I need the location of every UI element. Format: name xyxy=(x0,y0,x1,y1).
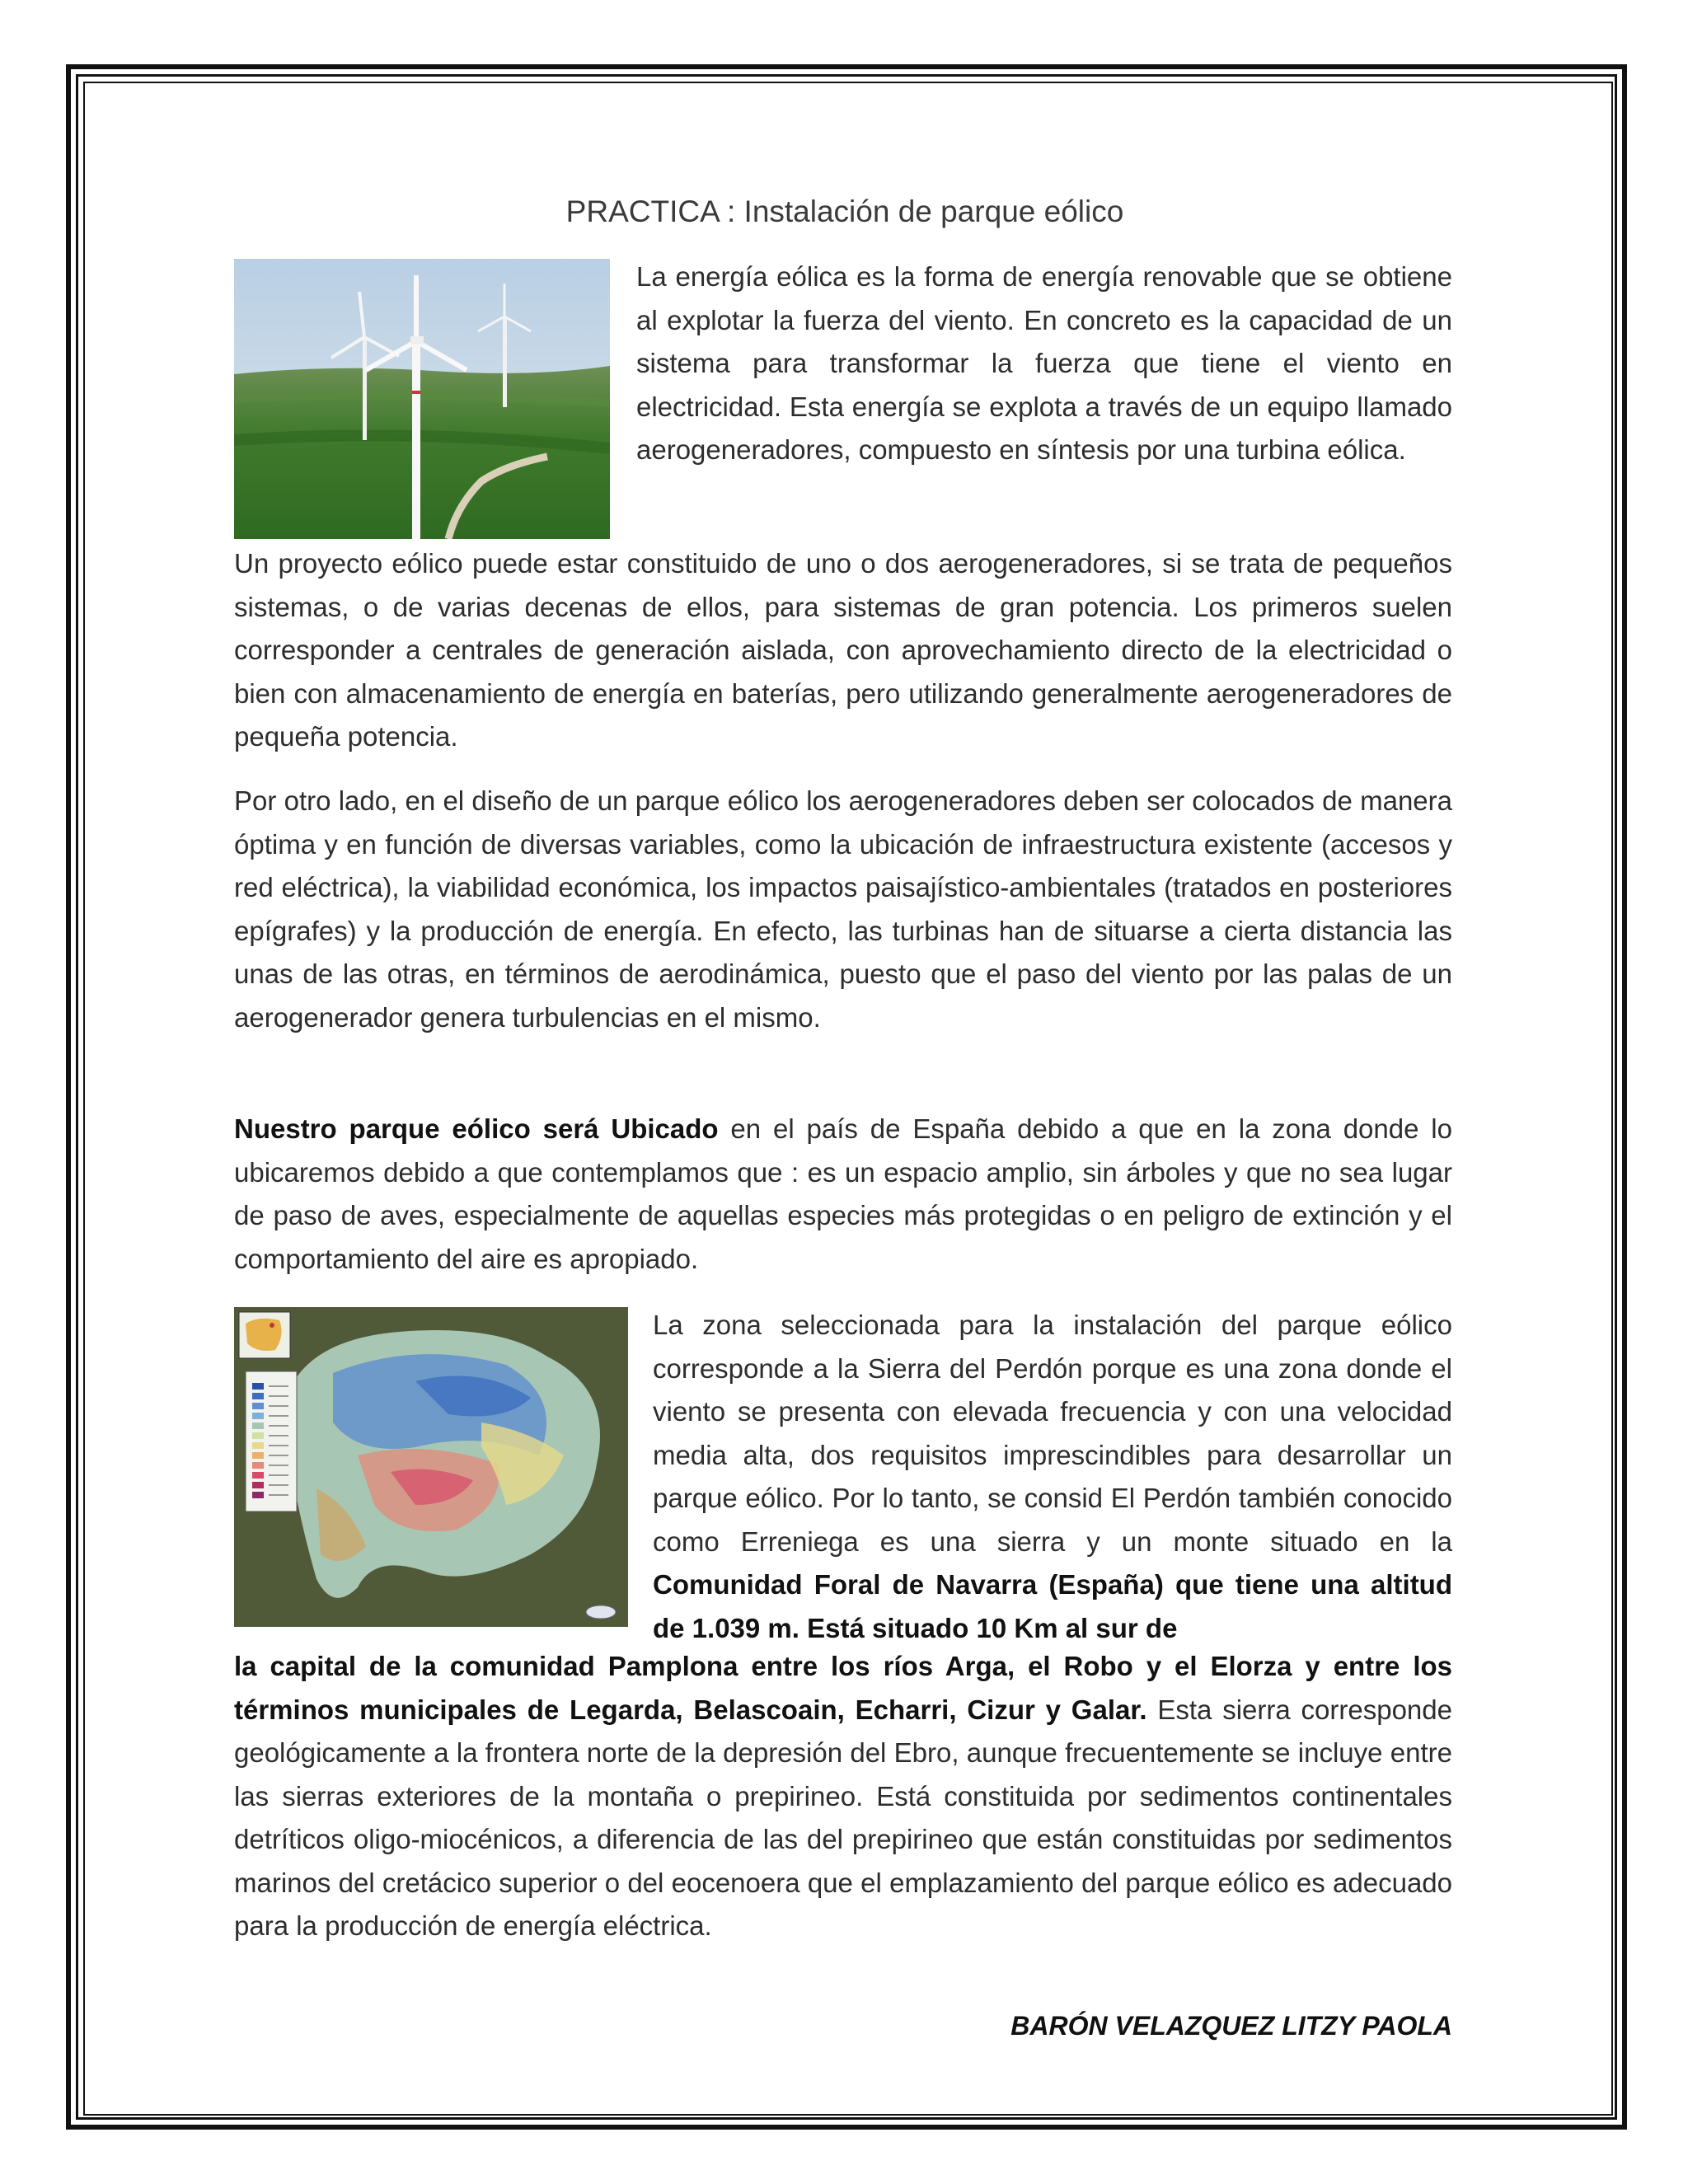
zone-bold-text-continued: la capital de la comunidad Pamplona entre los ríos Arga, el Robo y el Elorza y entre los términos municipales de Legarda, Belascoain, Echarri, Cizur y Galar. xyxy=(234,1651,1452,1725)
paragraph-zone-part1 xyxy=(653,1304,1452,1650)
document-title: PRACTICA : Instalación de parque eólico xyxy=(565,194,1124,228)
location-bold-text: Nuestro parque eólico será Ubicado xyxy=(234,1113,719,1144)
paragraph-design: Por otro lado, en el diseño de un parque eólico los aerogeneradores deben ser colocados de manera óptima y en función de diversas variables, como la ubicación de infraestructura existente (accesos y red eléctrica), la viabilidad económica, los impactos paisajístico-ambientales (tratados en posteriores epígrafes) y la producción de energía. En efecto, las turbinas han de situarse a cierta distancia las unas de las otras, en términos de aerodinámica, puesto que el paso del viento por las palas de un aerogenerador genera turbulencias en el mismo. xyxy=(234,785,1452,1033)
author-signature: BARÓN VELAZQUEZ LITZY PAOLA xyxy=(1010,2011,1452,2041)
paragraph-location xyxy=(234,1108,1452,1281)
navarra-wind-map xyxy=(234,1307,628,1627)
paragraph-zone-part2 xyxy=(234,1645,1452,1948)
paragraph-intro: La energía eólica es la forma de energía renovable que se obtiene al explotar la fuerza del viento. En concreto es la capacidad de un sistema para transformar la fuerza que tiene el viento en electricidad. Esta energía se explota a través de un equipo llamado aerogeneradores, compuesto en síntesis por una turbina eólica. xyxy=(636,261,1452,465)
zone-text-continued: Esta sierra corresponde geológicamente a la frontera norte de la depresión del Ebro, aunque frecuentemente se incluye entre las sierras exteriores de la montaña o prepirineo. Está constituida por sedimentos continentales detríticos oligo-miocénicos, a diferencia de las del prepirineo que están constituidas por sedimentos marinos del cretácico superior o del eocenoera que el emplazamiento del parque eólico es adecuado para la producción de energía eléctrica. xyxy=(234,1694,1452,1941)
location-text: en el país de España debido a que en la zona donde lo ubicaremos debido a que contemplamos que : es un espacio amplio, sin árboles y que no sea lugar de paso de aves, especialmente de aquellas especies más protegidas o en peligro de extinción y el comportamiento del aire es apropiado. xyxy=(234,1113,1452,1274)
wind-turbines-photo xyxy=(234,259,610,539)
zone-text: La zona seleccionada para la instalación del parque eólico corresponde a la Sierra del Perdón porque es una zona donde el viento se presenta con elevada frecuencia y con una velocidad media alta, dos requisitos imprescindibles para desarrollar un parque eólico. Por lo tanto, se consid El Perdón también conocido como Erreniega es una sierra y un monte situado en la xyxy=(653,1310,1452,1557)
paragraph-project: Un proyecto eólico puede estar constituido de uno o dos aerogeneradores, si se trata de pequeños sistemas, o de varias decenas de ellos, para sistemas de gran potencia. Los primeros suelen corresponder a centrales de generación aislada, con aprovechamiento directo de la electricidad o bien con almacenamiento de energía en baterías, pero utilizando generalmente aerogeneradores de pequeña potencia. xyxy=(234,548,1452,752)
zone-bold-text: Comunidad Foral de Navarra (España) que tiene una altitud de 1.039 m. Está situado 10 Km al sur de xyxy=(653,1569,1452,1643)
